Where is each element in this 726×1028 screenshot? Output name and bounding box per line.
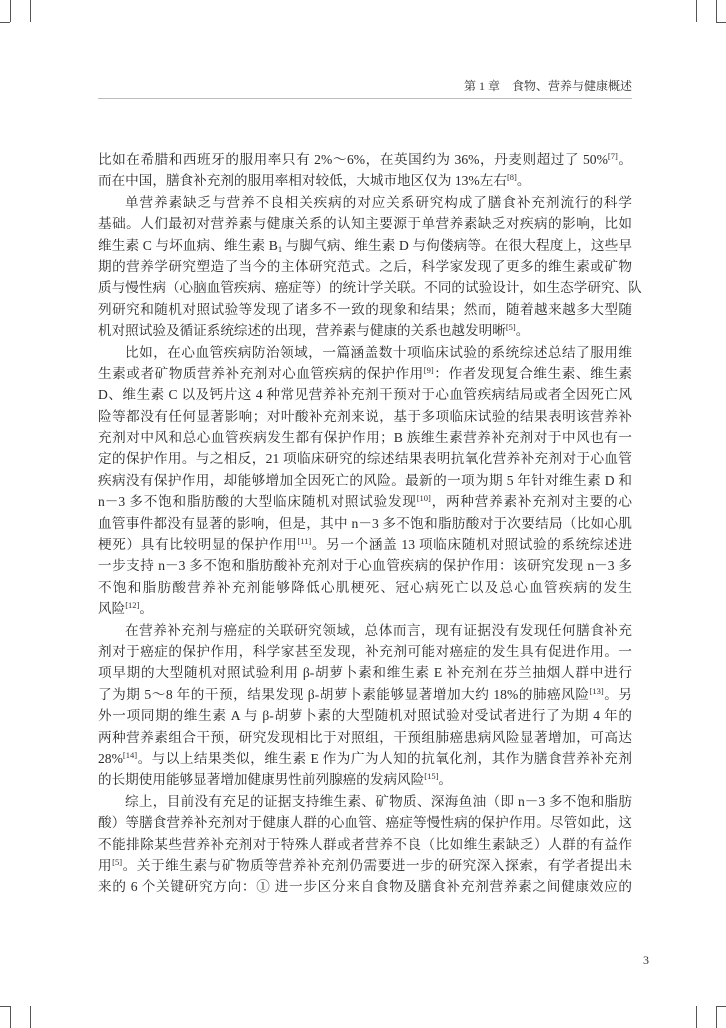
- text-run: 用: [98, 857, 113, 873]
- text-line: [98, 577, 632, 598]
- text-run: 疾病没有保护作用，却能够增加全因死亡的风险。最新的一项为期 5 年针对维生素 D 和: [98, 472, 632, 488]
- text-line: [98, 448, 632, 469]
- text-line: [98, 727, 632, 748]
- text-run: 生素或者矿物质营养补充剂对心血管疾病的保护作用: [98, 365, 424, 381]
- text-line: [98, 620, 632, 641]
- crop-mark: [716, 1006, 717, 1028]
- text-line: [98, 256, 632, 277]
- citation-marker: [13]: [589, 685, 604, 696]
- text-run: 。: [617, 152, 632, 167]
- text-line: [98, 769, 632, 790]
- text-line: [98, 662, 632, 683]
- text-run: 。: [516, 173, 531, 189]
- text-run: 。关于维生素与矿物质等营养补充剂仍需要进一步的研究深入探索，有学者提出未: [122, 857, 633, 873]
- text-line: [98, 170, 632, 191]
- text-line: [98, 320, 632, 341]
- text-run: 质与慢性病（心脑血管疾病、癌症等）的统计学关联。不同的试验设计，如生态学研究、队: [98, 280, 642, 296]
- text-line: [98, 427, 632, 448]
- text-run: 维生素 C 与坏血病、维生素 B: [98, 237, 278, 253]
- citation-marker: [15]: [424, 771, 439, 782]
- text-run: 列研究和随机对照试验等发现了诸多不一致的现象和结果；然而，随着越来越多大型随: [98, 301, 632, 317]
- page-number: 3: [643, 953, 649, 967]
- text-line: [98, 491, 632, 512]
- chapter-title: 食物、营养与健康概述: [511, 79, 632, 93]
- text-line: [98, 641, 632, 662]
- text-run: 剂对于癌症的保护作用，科学家甚至发现，补充剂可能对癌症的发生具有促进作用。一: [98, 643, 632, 659]
- chapter-number: 第 1 章: [463, 79, 500, 93]
- text-run: 在营养补充剂与癌症的关联研究领域，总体而言，现有证据没有发现任何膳食补充: [125, 622, 632, 638]
- paragraph: [98, 192, 642, 342]
- text-run: 不饱和脂肪酸营养补充剂能够降低心肌梗死、冠心病死亡以及总心血管疾病的发生: [98, 579, 632, 595]
- text-run: 而在中国，膳食补充剂的服用率相对较低，大城市地区仅为 13%左右: [98, 173, 507, 189]
- text-line: [98, 834, 632, 855]
- text-run: 期的营养学研究塑造了当今的主体研究范式。之后，科学家发现了更多的维生素或矿物: [98, 258, 632, 274]
- text-run: 充剂对中风和总心血管疾病发生都有保护作用；B 族维生素营养补充剂对于中风也有一: [98, 430, 632, 446]
- text-run: 血管事件都没有显著的影响，但是，其中 n－3 多不饱和脂肪酸对于次要结局（比如心肌: [98, 515, 632, 531]
- paragraph: [98, 149, 632, 192]
- text-run: 定的保护作用。与之相反，21 项临床研究的综述结果表明抗氧化营养补充剂对于心血管: [98, 451, 632, 467]
- citation-marker: [11]: [297, 536, 312, 547]
- crop-mark: [0, 1006, 10, 1007]
- text-run: 28%: [98, 750, 123, 766]
- text-run: 不能排除某些营养补充剂对于特殊人群或者营养不良（比如维生素缺乏）人群的有益作: [98, 836, 632, 852]
- text-run: 项早期的大型随机对照试验利用 β-胡萝卜素和维生素 E 补充剂在芬兰抽烟人群中进行: [98, 665, 632, 681]
- crop-mark: [30, 0, 31, 22]
- text-run: 两种营养素组合干预，研究发现相比于对照组，干预组肺癌患病风险显著增加，可高达: [98, 729, 632, 745]
- text-line: [98, 555, 632, 576]
- text-run: n－3 多不饱和脂肪酸的大型临床随机对照试验发现: [98, 494, 417, 510]
- text-line: [98, 705, 632, 726]
- header-rule: [98, 98, 632, 99]
- text-run: ：作者发现复合维生素、维生素: [433, 365, 633, 381]
- text-run: 单营养素缺乏与营养不良相关疾病的对应关系研究构成了膳食补充剂流行的科学: [125, 194, 632, 210]
- text-run: 来的 6 个关键研究方向：① 进一步区分来自食物及膳食补充剂营养素之间健康效应的: [98, 879, 632, 895]
- text-line: [98, 855, 632, 876]
- crop-mark: [696, 0, 697, 22]
- crop-mark: [716, 1006, 726, 1007]
- body-text: [98, 149, 642, 898]
- text-run: 。: [139, 601, 153, 617]
- text-line: [98, 192, 632, 213]
- text-run: 与脚气病、维生素 D 与佝偻病等。在很大程度上，这些早: [282, 237, 632, 253]
- citation-marker: [8]: [506, 172, 517, 183]
- text-run: 一步支持 n－3 多不饱和脂肪酸补充剂对于心血管疾病的保护作用：该研究发现 n－3 多: [98, 558, 632, 574]
- text-run: 梗死）具有比较明显的保护作用: [98, 537, 298, 553]
- text-run: 机对照试验及循证系统综述的出现，营养素与健康的关系也越发明晰: [98, 323, 506, 339]
- crop-mark: [10, 0, 11, 22]
- text-run: 基础。人们最初对营养素与健康关系的认知主要源于单营养素缺乏对疾病的影响，比如: [98, 216, 632, 232]
- running-head: [464, 77, 632, 95]
- text-line: [98, 470, 632, 491]
- citation-marker: [9]: [423, 364, 434, 375]
- text-run: D、维生素 C 以及钙片这 4 种常见营养补充剂干预对于心血管疾病结局或者全因死亡风: [98, 387, 632, 403]
- text-line: [98, 213, 632, 234]
- text-run: 了为期 5～8 年的干预，结果发现 β-胡萝卜素能够显著增加大约 18%的肺癌风险: [98, 686, 590, 702]
- citation-marker: [12]: [125, 600, 140, 611]
- text-run: ，两种营养素补充剂对主要的心: [430, 494, 632, 510]
- text-run: 酸）等膳食营养补充剂对于健康人群的心血管、癌症等慢性病的保护作用。尽管如此，这: [98, 815, 632, 831]
- crop-mark: [0, 22, 10, 23]
- text-line: [98, 406, 632, 427]
- paragraph: [98, 342, 632, 620]
- text-line: [98, 791, 632, 812]
- citation-marker: [5]: [112, 856, 123, 867]
- text-line: [98, 812, 632, 833]
- text-line: [98, 684, 632, 705]
- text-run: 。: [438, 772, 453, 788]
- text-run: 险等都没有任何显著影响；对叶酸补充剂来说，基于多项临床试验的结果表明该营养补: [98, 408, 632, 424]
- text-line: [98, 235, 632, 256]
- text-run: 风险: [98, 601, 126, 617]
- subscript: 1: [277, 243, 283, 254]
- text-run: 的长期使用能够显著增加健康男性前列腺癌的发病风险: [98, 772, 425, 788]
- text-run: 比如在希腊和西班牙的服用率只有 2%～6%，在英国约为 36%，丹麦则超过了 50%: [98, 152, 608, 167]
- text-line: [98, 513, 632, 534]
- citation-marker: [14]: [122, 749, 138, 760]
- text-line: [98, 384, 632, 405]
- crop-mark: [30, 1006, 31, 1028]
- text-line: [98, 363, 632, 384]
- citation-marker: [7]: [607, 151, 618, 161]
- crop-mark: [716, 0, 717, 22]
- paragraph: [98, 620, 632, 791]
- text-line: [98, 299, 632, 320]
- text-line: [98, 748, 632, 769]
- paragraph: [98, 791, 632, 898]
- text-line: [98, 342, 632, 363]
- text-run: 。与以上结果类似，维生素 E 作为广为人知的抗氧化剂，其作为膳食营养补充剂: [137, 750, 632, 766]
- text-run: 。: [515, 323, 530, 339]
- crop-mark: [716, 22, 726, 23]
- text-line: [98, 277, 642, 298]
- text-run: 综上，目前没有充足的证据支持维生素、矿物质、深海鱼油（即 n－3 多不饱和脂肪: [125, 793, 632, 809]
- text-line: [98, 598, 632, 619]
- text-run: 外一项同期的维生素 A 与 β-胡萝卜素的大型随机对照试验对受试者进行了为期 4 年的: [98, 708, 632, 724]
- text-run: 比如，在心血管疾病防治领域，一篇涵盖数十项临床试验的系统综述总结了服用维: [125, 344, 632, 360]
- text-line: [98, 149, 632, 170]
- crop-mark: [10, 1006, 11, 1028]
- text-run: 。另一个涵盖 13 项临床随机对照试验的系统综述进: [311, 537, 633, 553]
- citation-marker: [5]: [505, 322, 516, 333]
- crop-mark: [696, 1006, 697, 1028]
- citation-marker: [10]: [416, 493, 431, 504]
- text-line: [98, 876, 632, 897]
- text-line: [98, 534, 632, 555]
- text-run: 。另: [603, 686, 633, 702]
